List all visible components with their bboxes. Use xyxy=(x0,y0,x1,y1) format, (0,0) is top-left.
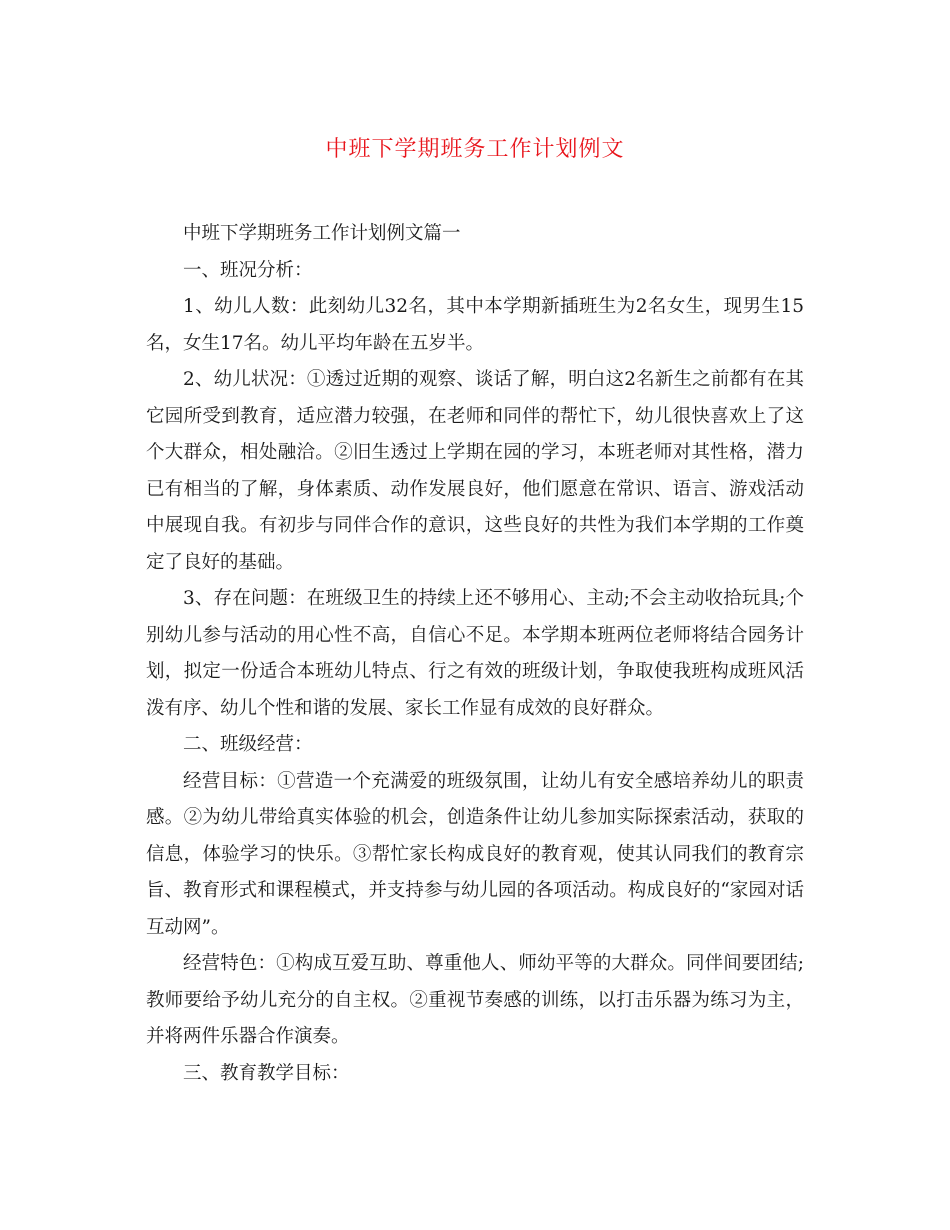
paragraph-heading-class-management: 二、班级经营： xyxy=(183,734,313,755)
paragraph-management-features: 经营特色：①构成互爱互助、尊重他人、师幼平等的大群众。同伴间要团结;教师要给予幼儿充分的自主权。②重视节奏感的训练，以打击乐器为练习为主，并将两件乐器合作演奏。 xyxy=(146,953,804,1047)
document-title: 中班下学期班务工作计划例文 xyxy=(325,137,625,162)
paragraph-heading-teaching-goals: 三、教育教学目标： xyxy=(183,1062,350,1084)
paragraph-child-status: 2、幼儿状况：①透过近期的观察、谈话了解，明白这2名新生之前都有在其它园所受到教育，适应潜力较强，在老师和同伴的帮忙下，幼儿很快喜欢上了这个大群众，相处融洽。②旧生透过上学期在园的学习，本班老师对其性格，潜力已有相当的了解，身体素质、动作发展良好，他们愿意在常识、语言、游戏活动中展现自我。有初步与同伴合作的意识，这些良好的共性为我们本学期的工作奠定了良好的基础。 xyxy=(146,369,804,573)
paragraph-management-goals: 经营目标：①营造一个充满爱的班级氛围，让幼儿有安全感培养幼儿的职责感。②为幼儿带给真实体验的机会，创造条件让幼儿参加实际探索活动，获取的信息，体验学习的快乐。③帮忙家长构成良好的教育观，使其认同我们的教育宗旨、教育形式和课程模式，并支持参与幼儿园的各项活动。构成良好的“家园对话互动网”。 xyxy=(146,770,804,938)
document-body xyxy=(146,216,804,1092)
paragraph-heading-class-analysis: 一、班况分析： xyxy=(183,259,313,281)
paragraph-existing-problems: 3、存在问题：在班级卫生的持续上还不够用心、主动;不会主动收拾玩具;个别幼儿参与活动的用心性不高，自信心不足。本学期本班两位老师将结合园务计划，拟定一份适合本班幼儿特点、行之有效的班级计划，争取使我班构成班风活泼有序、幼儿个性和谐的发展、家长工作显有成效的良好群众。 xyxy=(146,588,804,719)
paragraph-child-count: 1、幼儿人数：此刻幼儿32名，其中本学期新插班生为2名女生，现男生15名，女生17名。幼儿平均年龄在五岁半。 xyxy=(146,296,804,354)
paragraph-subtitle: 中班下学期班务工作计划例文篇一 xyxy=(183,223,461,244)
